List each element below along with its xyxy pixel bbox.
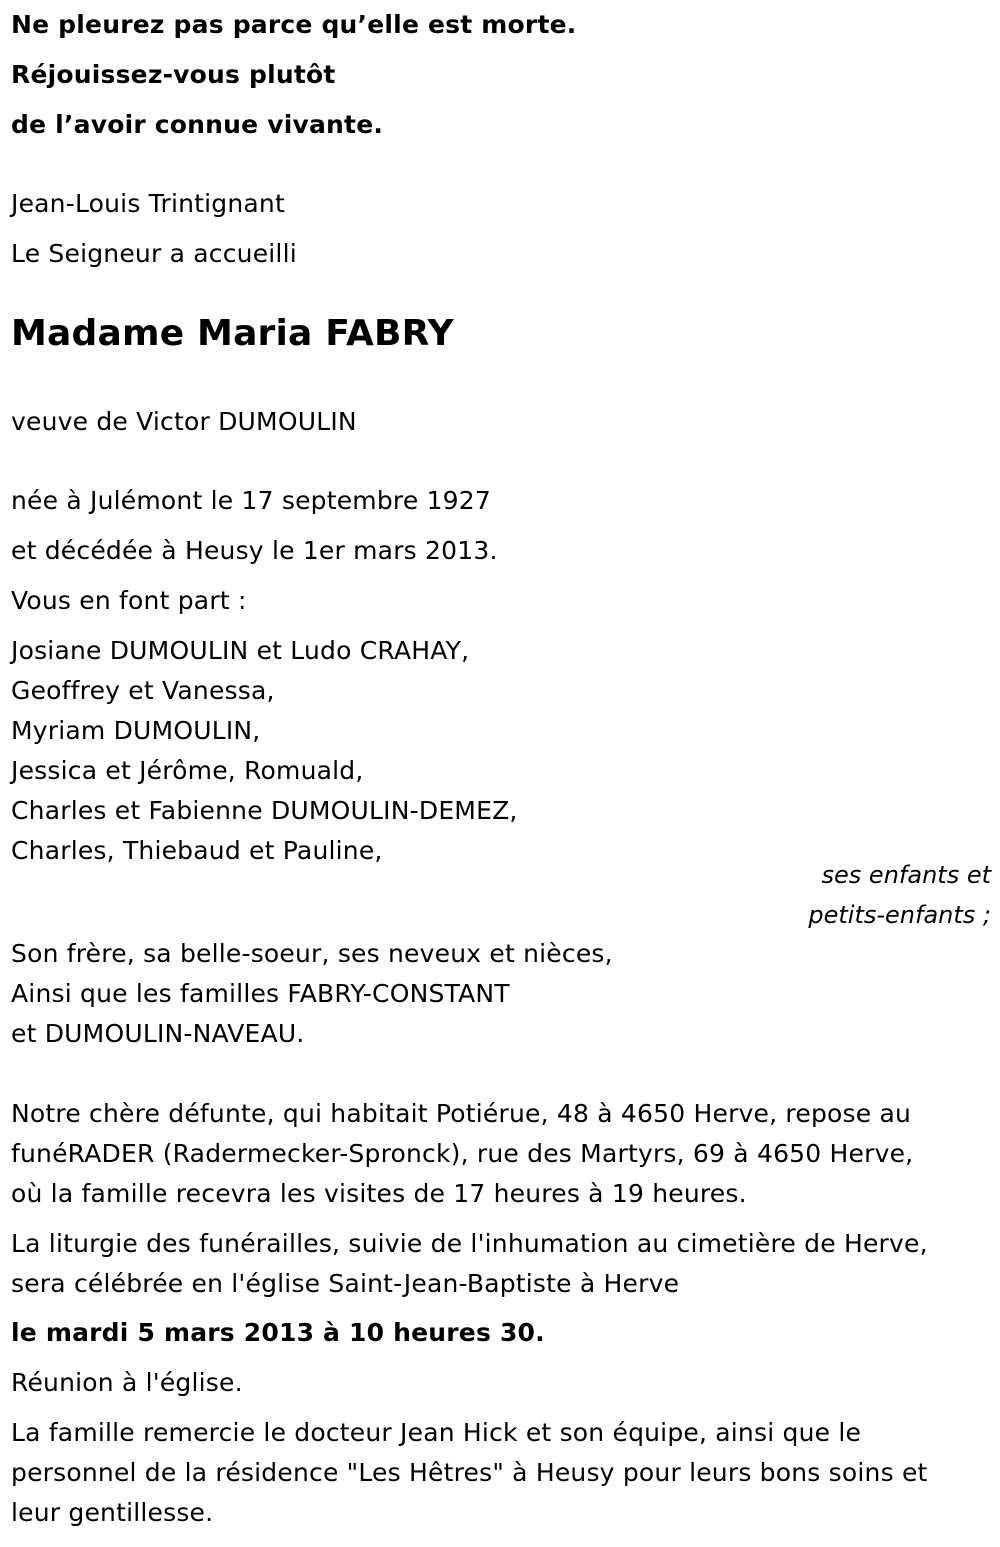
thanks-line-2: personnel de la résidence "Les Hêtres" à Heusy pour leurs bons soins et bbox=[11, 1458, 928, 1487]
visitation-line-3: où la famille recevra les visites de 17 heures à 19 heures. bbox=[11, 1179, 747, 1208]
visitation-line-2: funéRADER (Radermecker-Spronck), rue des Martyrs, 69 à 4650 Herve, bbox=[11, 1139, 914, 1168]
epigraph-line-3: de l’avoir connue vivante. bbox=[11, 110, 384, 139]
ceremony-datetime: le mardi 5 mars 2013 à 10 heures 30. bbox=[11, 1318, 545, 1347]
relatives-line-1: Son frère, sa belle-soeur, ses neveux et nièces, bbox=[11, 939, 613, 968]
family-line-2: Geoffrey et Vanessa, bbox=[11, 676, 275, 705]
relatives-line-2: Ainsi que les familles FABRY-CONSTANT bbox=[11, 979, 510, 1008]
epigraph-line-1: Ne pleurez pas parce qu’elle est morte. bbox=[11, 10, 577, 39]
epigraph-author: Jean-Louis Trintignant bbox=[11, 189, 285, 218]
family-line-4: Jessica et Jérôme, Romuald, bbox=[11, 756, 364, 785]
birth-info: née à Julémont le 17 septembre 1927 bbox=[11, 486, 491, 515]
relatives-line-3: et DUMOULIN-NAVEAU. bbox=[11, 1019, 305, 1048]
family-line-6: Charles, Thiebaud et Pauline, bbox=[11, 836, 383, 865]
liturgy-line-2: sera célébrée en l'église Saint-Jean-Baptiste à Herve bbox=[11, 1269, 680, 1298]
widow-of: veuve de Victor DUMOULIN bbox=[11, 407, 357, 436]
meeting-info: Réunion à l'église. bbox=[11, 1368, 243, 1397]
thanks-line-1: La famille remercie le docteur Jean Hick et son équipe, ainsi que le bbox=[11, 1418, 862, 1447]
family-line-3: Myriam DUMOULIN, bbox=[11, 716, 261, 745]
liturgy-line-1: La liturgie des funérailles, suivie de l'inhumation au cimetière de Herve, bbox=[11, 1229, 928, 1258]
visitation-line-1: Notre chère défunte, qui habitait Potiérue, 48 à 4650 Herve, repose au bbox=[11, 1099, 912, 1128]
intro-text: Le Seigneur a accueilli bbox=[11, 239, 297, 268]
deceased-name: Madame Maria FABRY bbox=[11, 313, 454, 354]
family-role-line-1: ses enfants et bbox=[821, 861, 991, 889]
family-role-line-2: petits-enfants ; bbox=[808, 901, 991, 929]
family-line-1: Josiane DUMOULIN et Ludo CRAHAY, bbox=[11, 636, 470, 665]
announce-label: Vous en font part : bbox=[11, 586, 247, 615]
epigraph-line-2: Réjouissez-vous plutôt bbox=[11, 60, 336, 89]
thanks-line-3: leur gentillesse. bbox=[11, 1498, 214, 1527]
family-line-5: Charles et Fabienne DUMOULIN-DEMEZ, bbox=[11, 796, 518, 825]
death-info: et décédée à Heusy le 1er mars 2013. bbox=[11, 536, 498, 565]
